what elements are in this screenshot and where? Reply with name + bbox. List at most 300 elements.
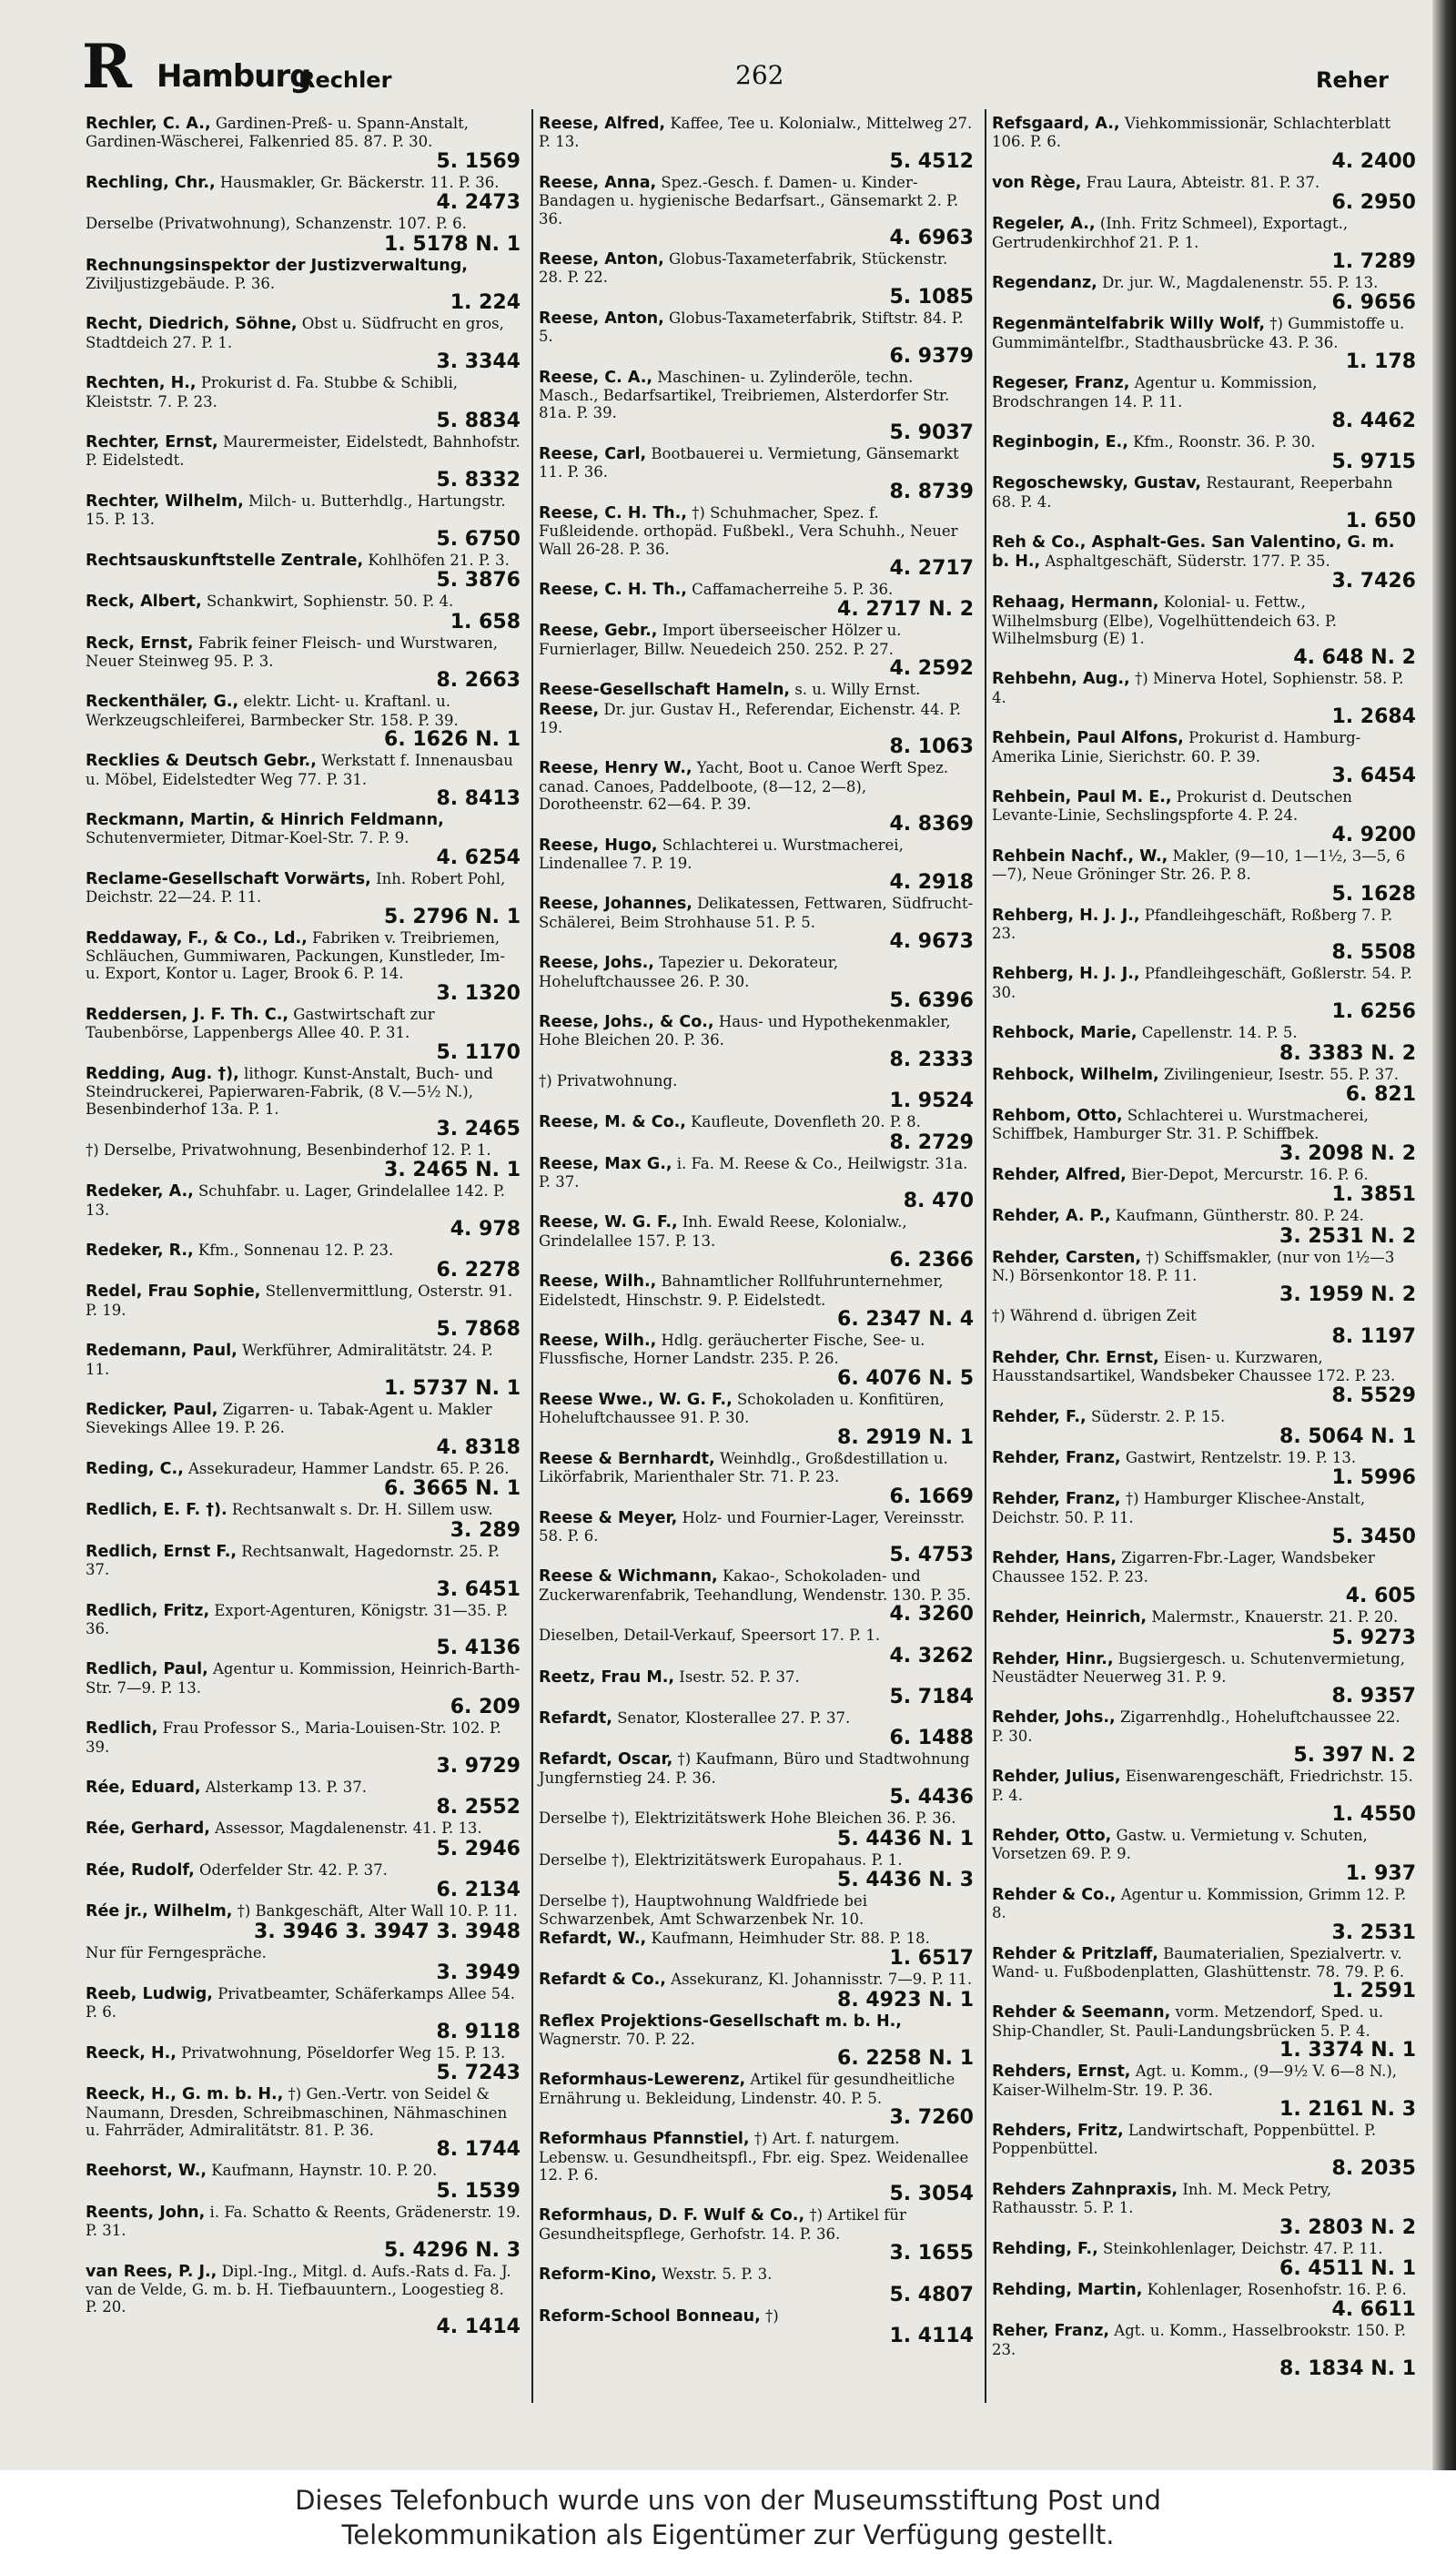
phone-number: 6. 2950	[1331, 191, 1416, 215]
phone-number: 4. 9200	[1331, 823, 1416, 846]
entry-details: Capellenstr. 14. P. 5.	[1141, 1024, 1298, 1042]
phone-number: 6. 4076 N. 5	[837, 1366, 974, 1390]
directory-entry	[86, 2162, 521, 2202]
directory-entry	[992, 1207, 1416, 1247]
phone-number: 5. 1170	[436, 1040, 521, 1064]
entry-name: Reese, Wilh.,	[539, 1272, 657, 1292]
phone-number: 4. 2717 N. 2	[837, 598, 974, 622]
entry-details: Maschinen- u. Zylinderöle, techn. Masch., Bedarfsartikel, Treibriemen, Alsterdorfer Str. 81a. P. 39.	[539, 368, 950, 422]
entry-details: Dr. jur. W., Magdalenenstr. 55. P. 13.	[1102, 274, 1379, 292]
entry-name: Regenmäntelfabrik Willy Wolf,	[992, 315, 1266, 334]
phone-number: 3. 1320	[436, 981, 521, 1005]
phone-number: 5. 6750	[436, 527, 521, 551]
phone-number: 5. 7184	[889, 1685, 974, 1708]
directory-entry	[86, 1985, 521, 2043]
entry-name: Reese, Anton,	[539, 309, 664, 328]
directory-entry	[539, 1567, 974, 1626]
entry-details: Spez.-Gesch. f. Damen- u. Kinder-Bandagen u. hygienische Bedarfsart., Gänsemarkt 2. P. 36.	[539, 173, 959, 228]
entry-name: Reese-Gesellschaft Hameln,	[539, 681, 791, 700]
entry-details: Alsterkamp 13. P. 37.	[205, 1778, 367, 1796]
entry-name: Rechter, Ernst,	[86, 433, 218, 452]
phone-number: 4. 605	[1345, 1585, 1416, 1608]
phone-number: 4. 978	[450, 1218, 521, 1242]
directory-entry	[992, 433, 1416, 473]
directory-entry	[539, 836, 974, 895]
entry-name: Rehder, Hinr.,	[992, 1649, 1114, 1668]
phone-number: 4. 2592	[889, 657, 974, 681]
phone-number: 5. 8332	[436, 468, 521, 492]
entry-details: Maurermeister, Eidelstedt, Bahnhofstr. P. Eidelstedt.	[86, 433, 521, 470]
entry-details: i. Fa. Schatto & Reents, Grädenerstr. 19. P. 31.	[86, 2203, 521, 2240]
phone-number: 6. 1626 N. 1	[384, 728, 521, 752]
directory-entry	[992, 2240, 1416, 2280]
entry-name: Rehder, Franz,	[992, 1449, 1121, 1468]
phone-number: 8. 4923 N. 1	[837, 1988, 974, 2012]
directory-entry	[992, 1650, 1416, 1708]
entry-details: Privatbeamter, Schäferkamps Allee 54. P. 6.	[86, 1984, 516, 2022]
directory-entry	[539, 1113, 974, 1153]
entry-name: Rehding, F.,	[992, 2239, 1098, 2258]
entry-name: Reese & Bernhardt,	[539, 1449, 715, 1468]
entry-name: Reeck, H., G. m. b. H.,	[86, 2085, 284, 2104]
entry-name: Rechler, C. A.,	[86, 115, 211, 133]
entry-details: Isestr. 52. P. 37.	[679, 1667, 800, 1686]
phone-number: 1. 4550	[1331, 1802, 1416, 1826]
entry-name: Reflex Projektions-Gesellschaft m. b. H.,	[539, 2012, 902, 2031]
directory-entry	[86, 2085, 521, 2161]
phone-number: 4. 2717	[889, 556, 974, 580]
entry-details: †) Schuhmacher, Spez. f. Fußleidende. orthopäd. Fußbekl., Vera Schuhh., Neuer Wall 26-28. P. 36.	[539, 503, 958, 558]
entry-details: s. u. Willy Ernst.	[794, 681, 921, 699]
directory-entry	[86, 1779, 521, 1819]
entry-name: Rehberg, H. J. J.,	[992, 965, 1140, 984]
directory-entry	[86, 374, 521, 432]
phone-number: 5. 9273	[1331, 1626, 1416, 1649]
entry-name: Rehders, Fritz,	[992, 2122, 1124, 2140]
entry-details: Kolonial- u. Fettw., Wilhelmsburg (Elbe), Vogelhüttendeich 63. P. Wilhelmsburg (E) 1.	[992, 593, 1337, 647]
entry-name: Reese, Anna,	[539, 173, 657, 192]
entry-name: Rechter, Wilhelm,	[86, 492, 244, 511]
phone-number: 5. 9715	[1331, 451, 1416, 474]
phone-number: 8. 1744	[436, 2138, 521, 2162]
entry-name: Reese, Johs.,	[539, 954, 654, 973]
entry-name: Regeser, Franz,	[992, 374, 1130, 393]
entry-details: Eisen- u. Kurzwaren, Hausstandsartikel, Wandsbeker Chaussee 172. P. 23.	[992, 1348, 1396, 1385]
directory-entry	[539, 1391, 974, 1449]
phone-number: 4. 2400	[1331, 149, 1416, 173]
directory-entry	[992, 670, 1416, 728]
entry-name: Rechnungsinspektor der Justizverwaltung,	[86, 256, 468, 275]
entry-name: Regoschewsky, Gustav,	[992, 474, 1202, 493]
phone-number: 8. 1834 N. 1	[1279, 2357, 1416, 2381]
directory-entry	[539, 622, 974, 680]
entry-name: Reck, Albert,	[86, 593, 202, 612]
phone-number: 5. 7868	[436, 1318, 521, 1342]
directory-entry	[539, 1450, 974, 1508]
entry-name: Rehder, Otto,	[992, 1826, 1112, 1845]
directory-entry	[539, 2130, 974, 2205]
phone-number: 6. 1488	[889, 1727, 974, 1750]
entry-name: Reese, Henry W.,	[539, 759, 693, 778]
directory-entry	[86, 552, 521, 592]
entry-name: Rehding, Martin,	[992, 2281, 1143, 2300]
directory-entry	[86, 870, 521, 928]
phone-number: 3. 2465 N. 1	[384, 1159, 521, 1182]
directory-entry	[539, 2071, 974, 2129]
phone-number: 8. 2663	[436, 669, 521, 693]
directory-entry	[992, 215, 1416, 273]
page-number: 262	[735, 60, 784, 90]
entry-details: Globus-Taxameterfabrik, Stiftstr. 84. P. 5.	[539, 309, 964, 346]
directory-entry	[86, 1543, 521, 1601]
entry-details: Nur für Ferngespräche.	[86, 1943, 267, 1961]
entry-name: Rechtsauskunftstelle Zentrale,	[86, 551, 364, 570]
entry-name: Reese & Meyer,	[539, 1508, 678, 1527]
entry-name: Refardt & Co.,	[539, 1971, 666, 1990]
phone-number: 1. 2591	[1331, 1980, 1416, 2003]
entry-details: Kakao-, Schokoladen- und Zuckerwarenfabrik, Teehandlung, Wendenstr. 130. P. 35.	[539, 1567, 971, 1604]
directory-entry	[539, 1892, 974, 1929]
phone-number: 3. 9729	[436, 1754, 521, 1778]
entry-name: Rehbein, Paul M. E.,	[992, 787, 1172, 806]
entry-name: Reddaway, F., & Co., Ld.,	[86, 928, 308, 948]
phone-number: 8. 4462	[1331, 410, 1416, 433]
directory-entry	[86, 1006, 521, 1064]
directory-entry	[992, 2322, 1416, 2380]
phone-number: 8. 1197	[1331, 1324, 1416, 1348]
directory-entry	[86, 1182, 521, 1241]
entry-details: Wexstr. 5. P. 3.	[662, 2265, 773, 2284]
entry-details: Pfandleihgeschäft, Goßlerstr. 54. P. 30.	[992, 965, 1412, 1001]
phone-number: 8. 2729	[889, 1130, 974, 1154]
entry-details: Senator, Klosterallee 27. P. 37.	[617, 1708, 851, 1727]
phone-number: 6. 3665 N. 1	[384, 1477, 521, 1501]
directory-entry	[86, 693, 521, 751]
phone-number: 4. 8318	[436, 1435, 521, 1459]
phone-number: 1. 4114	[889, 2325, 974, 2348]
directory-entry	[86, 433, 521, 492]
phone-number: 1. 9524	[889, 1090, 974, 1113]
phone-number: 3. 289	[450, 1518, 521, 1542]
directory-column-1	[86, 115, 521, 2399]
entry-name: Rehder, Carsten,	[992, 1248, 1142, 1267]
directory-entry	[86, 1501, 521, 1541]
entry-name: Reformhaus-Lewerenz,	[539, 2071, 746, 2090]
phone-number: 8. 9118	[436, 2020, 521, 2043]
directory-entry	[992, 2281, 1416, 2321]
directory-entry	[539, 1851, 974, 1891]
directory-entry	[992, 1024, 1416, 1064]
phone-number: 3. 3946 3. 3947 3. 3948	[254, 1920, 521, 1943]
directory-entry	[539, 174, 974, 249]
phone-number: 8. 3383 N. 2	[1279, 1041, 1416, 1065]
entry-details: Derselbe †), Elektrizitätswerk Europahaus. P. 1.	[539, 1850, 903, 1869]
phone-number: 3. 2098 N. 2	[1279, 1141, 1416, 1165]
entry-details: Hausmakler, Gr. Bäckerstr. 11. P. 36.	[219, 173, 500, 191]
phone-number: 5. 4436 N. 1	[837, 1827, 974, 1850]
entry-details: Asphaltgeschäft, Süderstr. 177. P. 35.	[1045, 552, 1330, 570]
entry-name: Rehder & Seemann,	[992, 2003, 1171, 2022]
entry-name: Rehder & Co.,	[992, 1885, 1117, 1904]
entry-name: Redlich, Ernst F.,	[86, 1542, 238, 1561]
directory-entry	[539, 1809, 974, 1850]
phone-number: 1. 224	[450, 291, 521, 315]
entry-details: Inh. Ewald Reese, Kolonialw., Grindelallee 157. P. 13.	[539, 1213, 907, 1250]
entry-details: Malermstr., Knauerstr. 21. P. 20.	[1151, 1608, 1399, 1627]
directory-entry	[992, 965, 1416, 1023]
directory-entry	[992, 593, 1416, 669]
entry-name: Rehbein, Paul Alfons,	[992, 729, 1184, 748]
entry-name: Redding, Aug. †),	[86, 1064, 239, 1083]
entry-details: Bugsiergesch. u. Schutenvermietung, Neustädter Neuerweg 31. P. 9.	[992, 1649, 1405, 1686]
column-divider	[985, 109, 986, 2403]
phone-number: 4. 2918	[889, 871, 974, 895]
entry-details: Prokurist d. Fa. Stubbe & Schibli, Kleiststr. 7. P. 23.	[86, 374, 459, 410]
entry-details: Kaufleute, Dovenfleth 20. P. 8.	[691, 1113, 921, 1131]
entry-name: Rée, Eduard,	[86, 1778, 201, 1797]
entry-name: Reents, John,	[86, 2203, 206, 2222]
entry-name: Reeck, H.,	[86, 2043, 177, 2062]
entry-details: †) Derselbe, Privatwohnung, Besenbinderhof 12. P. 1.	[86, 1140, 491, 1159]
city-title: Hamburg	[157, 58, 311, 95]
entry-details: Holz- und Fournier-Lager, Vereinsstr. 58. P. 6.	[539, 1508, 966, 1545]
phone-number: 5. 7243	[436, 2062, 521, 2085]
phone-number: 1. 5178 N. 1	[384, 232, 521, 256]
directory-entry	[539, 2307, 974, 2347]
entry-details: Ziviljustizgebäude. P. 36.	[86, 275, 276, 293]
entry-details: Werkführer, Admiralitätstr. 24. P. 11.	[86, 1342, 493, 1378]
entry-name: Reese, Alfred,	[539, 115, 666, 133]
entry-details: Assekuranz, Kl. Johannisstr. 7—9. P. 11.	[671, 1971, 973, 1989]
entry-details: Werkstatt f. Innenausbau u. Möbel, Eidelstedter Weg 77. P. 31.	[86, 752, 513, 788]
directory-entry	[992, 1608, 1416, 1648]
entry-details: Schankwirt, Sophienstr. 50. P. 4.	[206, 593, 454, 611]
entry-name: Reehorst, W.,	[86, 2162, 207, 2181]
directory-entry	[539, 895, 974, 953]
directory-entry	[992, 907, 1416, 965]
directory-entry	[992, 2122, 1416, 2180]
phone-number: 1. 6256	[1331, 1000, 1416, 1024]
entry-name: Reese, Johannes,	[539, 895, 693, 914]
phone-number: 5. 3450	[1331, 1525, 1416, 1549]
entry-details: †) Hamburger Klischee-Anstalt, Deichstr. 50. P. 11.	[992, 1490, 1366, 1526]
phone-number: 6. 2134	[436, 1879, 521, 1902]
entry-name: Rée jr., Wilhelm,	[86, 1902, 233, 1921]
directory-entry	[86, 929, 521, 1005]
directory-column-3	[992, 115, 1416, 2399]
directory-entry	[992, 533, 1416, 593]
directory-entry	[86, 1342, 521, 1400]
directory-entry	[992, 174, 1416, 214]
entry-name: Redeker, A.,	[86, 1182, 194, 1201]
phone-number: 1. 3374 N. 1	[1279, 2039, 1416, 2062]
entry-name: Reese,	[539, 700, 600, 719]
column-divider	[531, 109, 533, 2403]
phone-number: 8. 9357	[1331, 1685, 1416, 1708]
entry-name: Reck, Ernst,	[86, 633, 194, 653]
entry-details: Milch- u. Butterhdlg., Hartungstr. 15. P. 13.	[86, 492, 506, 529]
phone-number: 4. 1414	[436, 2315, 521, 2338]
entry-name: Rehder, Franz,	[992, 1490, 1121, 1509]
phone-number: 6. 2258 N. 1	[837, 2047, 974, 2071]
entry-details: Assekuradeur, Hammer Landstr. 65. P. 26.	[187, 1459, 510, 1477]
directory-entry	[992, 374, 1416, 432]
phone-number: 4. 6963	[889, 227, 974, 250]
directory-entry	[992, 1408, 1416, 1448]
phone-number: 1. 3851	[1331, 1183, 1416, 1207]
entry-details: Weinhdlg., Großdestillation u. Likörfabrik, Marienthaler Str. 71. P. 23.	[539, 1449, 948, 1486]
directory-entry	[86, 1819, 521, 1860]
entry-details: Inh. M. Meck Petry, Rathausstr. 5. P. 1.	[992, 2180, 1332, 2217]
phone-number: 4. 2473	[436, 191, 521, 215]
entry-details: Gastwirtschaft zur Taubenbörse, Lappenbergs Allee 40. P. 31.	[86, 1005, 435, 1042]
directory-entry	[992, 1549, 1416, 1607]
phone-number: 1. 7289	[1331, 250, 1416, 274]
directory-entry	[992, 1349, 1416, 1407]
entry-details: †) Gen.-Vertr. von Seidel & Naumann, Dresden, Schreibmaschinen, Nähmaschinen u. Fahrräder, Admiralitätstr. 81. P. 36.	[86, 2085, 508, 2139]
entry-details: Prokurist d. Hamburg-Amerika Linie, Sierichstr. 60. P. 39.	[992, 729, 1361, 765]
directory-entry	[539, 1930, 974, 1970]
entry-details: Obst u. Südfrucht en gros, Stadtdeich 27. P. 1.	[86, 315, 504, 351]
entry-name: Reese, W. G. F.,	[539, 1213, 678, 1232]
entry-details: Viehkommissionär, Schlachterblatt 106. P. 6.	[992, 115, 1391, 151]
directory-entry	[86, 811, 521, 869]
entry-name: Refardt, W.,	[539, 1929, 647, 1948]
directory-entry	[992, 729, 1416, 787]
phone-number: 8. 2552	[436, 1796, 521, 1819]
directory-entry	[86, 1460, 521, 1500]
entry-name: Rehbehn, Aug.,	[992, 670, 1130, 689]
phone-number: 5. 3054	[889, 2183, 974, 2206]
entry-details: †) Während d. übrigen Zeit	[992, 1307, 1197, 1325]
entry-name: Reh & Co., Asphalt-Ges. San Valentino, G. m. b. H.,	[992, 533, 1395, 571]
entry-details: Baumaterialien, Spezialvertr. v. Wand- u. Fußbodenplatten, Glashüttenstr. 78. 79. P. 6.	[992, 1944, 1405, 1981]
entry-name: Redeker, R.,	[86, 1242, 194, 1261]
directory-entry	[539, 2206, 974, 2265]
entry-details: Kaufmann, Haynstr. 10. P. 20.	[211, 2162, 438, 2180]
entry-details: Export-Agenturen, Königstr. 31—35. P. 36.	[86, 1601, 509, 1637]
entry-details: Dipl.-Ing., Mitgl. d. Aufs.-Rats d. Fa. J. van de Velde, G. m. b. H. Tiefbauuntern., Loogestieg 8. P. 20.	[86, 2262, 511, 2316]
directory-entry	[992, 474, 1416, 532]
entry-name: Reetz, Frau M.,	[539, 1667, 675, 1687]
entry-name: Redicker, Paul,	[86, 1401, 218, 1420]
entry-details: Fabrik feiner Fleisch- und Wurstwaren, Neuer Steinweg 95. P. 3.	[86, 633, 499, 670]
phone-number: 5. 1569	[436, 149, 521, 173]
phone-number: 6. 2366	[889, 1249, 974, 1272]
entry-details: †) Art. f. naturgem. Lebensw. u. Gesundheitspfl., Fbr. eig. Spez. Weidenallee 12. P. 6.	[539, 2130, 969, 2184]
directory-entry	[86, 1401, 521, 1459]
entry-name: Reese & Wichmann,	[539, 1567, 718, 1586]
entry-name: Reform-School Bonneau,	[539, 2306, 761, 2326]
phone-number: 5. 4136	[436, 1637, 521, 1660]
directory-column-2	[539, 115, 974, 2399]
directory-entry	[539, 701, 974, 759]
directory-entry	[539, 2012, 974, 2071]
entry-name: Rehder, Chr. Ernst,	[992, 1348, 1159, 1367]
directory-entry	[539, 1509, 974, 1567]
entry-details: Bier-Depot, Mercurstr. 16. P. 6.	[1131, 1165, 1369, 1183]
phone-number: 3. 3949	[436, 1961, 521, 1984]
entry-details: Wagnerstr. 70. P. 22.	[539, 2031, 695, 2048]
entry-name: Rehder & Pritzlaff,	[992, 1944, 1158, 1963]
entry-details: †) Schiffsmakler, (nur von 1½—3 N.) Börsenkontor 18. P. 11.	[992, 1248, 1395, 1285]
entry-details: Agt. u. Komm., Hasselbrookstr. 150. P. 23.	[992, 2322, 1407, 2358]
entry-details: Derselbe †), Elektrizitätswerk Hohe Bleichen 36. P. 36.	[539, 1809, 956, 1828]
entry-details: elektr. Licht- u. Kraftanl. u. Werkzeugschleiferei, Barmbecker Str. 158. P. 39.	[86, 693, 459, 729]
entry-name: Reese, Max G.,	[539, 1154, 672, 1173]
directory-entry	[992, 115, 1416, 173]
phone-number: 8. 2919 N. 1	[837, 1425, 974, 1449]
footer-banner	[0, 2470, 1456, 2554]
entry-details: Derselbe †), Hauptwohnung Waldfriede bei Schwarzenbek, Amt Schwarzenbek Nr. 10.	[539, 1891, 867, 1929]
directory-entry	[539, 1155, 974, 1213]
phone-number: 5. 9037	[889, 421, 974, 444]
entry-details: Privatwohnung, Pöseldorfer Weg 15. P. 13.	[181, 2043, 506, 2062]
directory-entry	[539, 504, 974, 580]
entry-name: Refsgaard, A.,	[992, 115, 1120, 133]
entry-details: †) Privatwohnung.	[539, 1071, 678, 1090]
directory-entry	[539, 1627, 974, 1667]
directory-entry	[86, 115, 521, 173]
entry-name: van Rees, P. J.,	[86, 2262, 217, 2281]
entry-name: Reckenthäler, G.,	[86, 693, 239, 712]
entry-details: Zigarrenhdlg., Hoheluftchaussee 22. P. 30.	[992, 1708, 1400, 1745]
phone-number: 5. 2946	[436, 1837, 521, 1860]
entry-name: Redel, Frau Sophie,	[86, 1282, 261, 1302]
directory-entry	[539, 115, 974, 173]
directory-entry	[539, 1668, 974, 1708]
directory-entry	[992, 274, 1416, 314]
directory-entry	[992, 1490, 1416, 1548]
directory-entry	[992, 1708, 1416, 1767]
entry-details: Kohlenlager, Rosenhofstr. 16. P. 6.	[1147, 2281, 1407, 2299]
entry-details: Fabriken v. Treibriemen, Schläuchen, Gummiwaren, Packungen, Kunstleder, Im- u. Export, Kontor u. Lager, Brook 6. P. 14.	[86, 928, 505, 983]
directory-entry	[86, 174, 521, 214]
phone-number: 5. 1628	[1331, 882, 1416, 906]
phone-number: 1. 5737 N. 1	[384, 1377, 521, 1401]
directory-entry	[86, 634, 521, 693]
entry-details: Landwirtschaft, Poppenbüttel. P. Poppenbüttel.	[992, 2122, 1377, 2158]
entry-details: Kohlhöfen 21. P. 3.	[368, 551, 510, 569]
entry-name: Rehders Zahnpraxis,	[992, 2180, 1178, 2199]
phone-number: 8. 5064 N. 1	[1279, 1425, 1416, 1449]
entry-details: Schlachterei u. Wurstmacherei, Lindenallee 7. P. 19.	[539, 836, 904, 872]
phone-number: 5. 4296 N. 3	[384, 2238, 521, 2262]
directory-entry	[539, 309, 974, 368]
entry-name: Rehder, F.,	[992, 1407, 1087, 1426]
phone-number: 4. 8369	[889, 812, 974, 836]
entry-name: Refardt, Oscar,	[539, 1750, 673, 1769]
entry-details: Caffamacherreihe 5. P. 36.	[692, 580, 894, 598]
phone-number: 6. 821	[1345, 1083, 1416, 1106]
phone-number: 3. 2531 N. 2	[1279, 1224, 1416, 1248]
entry-name: Reform-Kino,	[539, 2265, 657, 2285]
directory-entry	[539, 759, 974, 835]
directory-entry	[86, 2204, 521, 2262]
entry-name: Reher, Franz,	[992, 2322, 1110, 2341]
phone-number: 3. 2803 N. 2	[1279, 2215, 1416, 2239]
phone-number: 6. 1669	[889, 1485, 974, 1508]
directory-entry	[86, 1660, 521, 1718]
entry-details: †) Gummistoffe u. Gummimäntelfbr., Stadthausbrücke 43. P. 36.	[992, 315, 1405, 351]
entry-name: Rehberg, H. J. J.,	[992, 906, 1140, 925]
phone-number: 8. 2333	[889, 1048, 974, 1071]
directory-entry	[992, 1249, 1416, 1307]
entry-name: Rehaag, Hermann,	[992, 593, 1159, 613]
directory-entry	[992, 788, 1416, 846]
entry-name: Refardt,	[539, 1708, 612, 1728]
entry-name: Redlich, Fritz,	[86, 1601, 210, 1620]
